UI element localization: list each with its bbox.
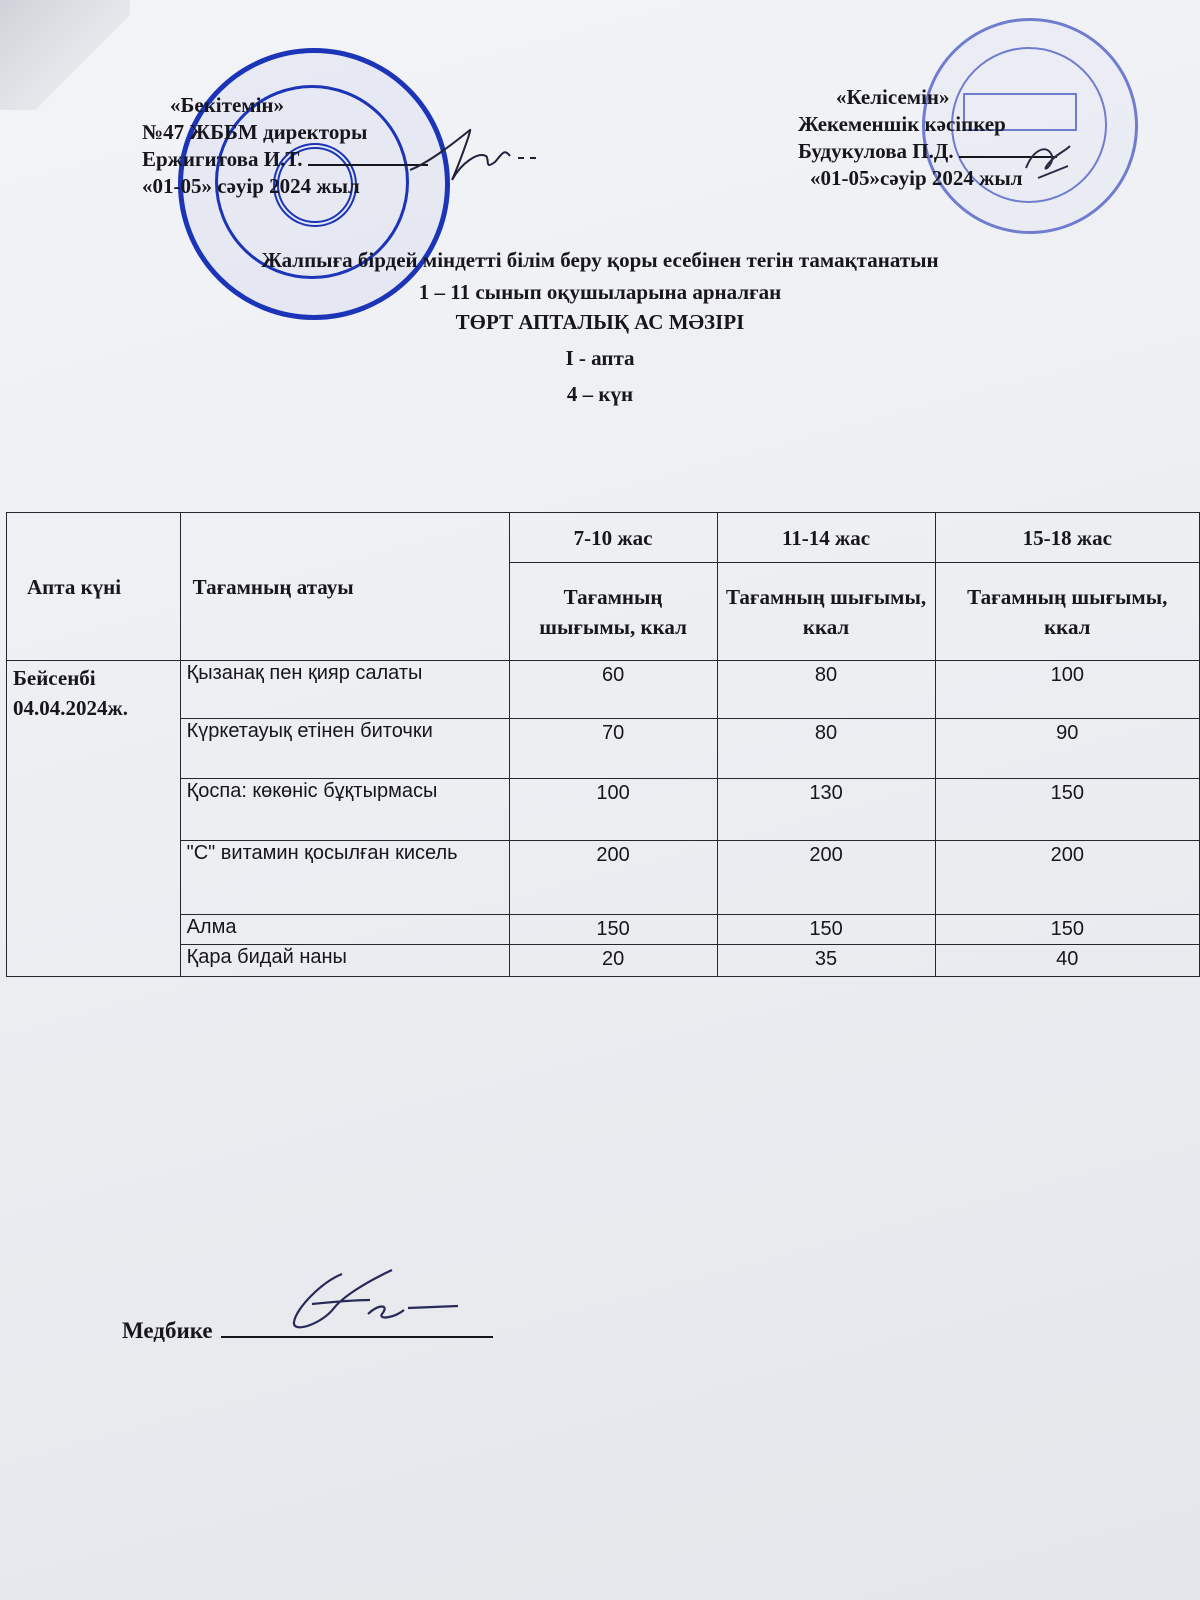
nurse-label: Медбике [122,1318,213,1343]
director-position: №47 ЖББМ директоры [142,120,368,144]
page-fold [0,0,130,110]
dish-name: Күркетауық етінен биточки [180,719,509,779]
kcal-15-18: 150 [935,915,1199,945]
director-name: Ержигитова И.Т. [142,146,428,173]
approval-block-director [142,92,428,200]
agreement-date: «01-05»сәуір 2024 жыл [810,166,1023,190]
kcal-11-14: 130 [717,779,935,841]
entrepreneur-signature [1018,138,1078,186]
kcal-7-10: 200 [509,841,717,915]
kcal-7-10: 70 [509,719,717,779]
dish-name: Алма [180,915,509,945]
menu-table [6,512,1200,977]
kcal-11-14: 200 [717,841,935,915]
kcal-11-14: 150 [717,915,935,945]
day-cell [7,661,181,977]
header-age-15-18: 15-18 жас [935,513,1199,563]
header-age-11-14: 11-14 жас [717,513,935,563]
dish-name: Қызанақ пен қияр салаты [180,661,509,719]
kcal-15-18: 40 [935,945,1199,977]
kcal-15-18: 100 [935,661,1199,719]
kcal-15-18: 200 [935,841,1199,915]
table-header-row-ages [7,513,1200,563]
director-signature [400,122,550,192]
header-yield-11-14: Тағамның шығымы, ккал [717,563,935,661]
kcal-15-18: 90 [935,719,1199,779]
kcal-11-14: 35 [717,945,935,977]
approval-date: «01-05» сәуір 2024 жыл [142,174,360,198]
approval-heading: «Бекітемін» [170,93,285,117]
kcal-15-18: 150 [935,779,1199,841]
menu-title: ТӨРТ АПТАЛЫҚ АС МӘЗІРІ [455,310,745,334]
day-label: 4 – күн [566,382,634,406]
header-yield-15-18: Тағамның шығымы, ккал [935,563,1199,661]
nurse-signature [282,1262,482,1342]
table-row [7,945,1200,977]
dish-name: Қоспа: көкөніс бұқтырмасы [180,779,509,841]
kcal-11-14: 80 [717,661,935,719]
header-yield-7-10: Тағамның шығымы, ккал [509,563,717,661]
table-row [7,719,1200,779]
entrepreneur-name: Будукулова П.Д. [798,138,1057,165]
agreement-heading: «Келісемін» [836,85,950,109]
kcal-7-10: 20 [509,945,717,977]
dish-name: Қара бидай наны [180,945,509,977]
header-dish-name: Тағамның атауы [180,513,509,661]
entrepreneur-position: Жекеменшік кәсіпкер [798,112,1006,136]
dish-name: "С" витамин қосылған кисель [180,841,509,915]
table-row [7,661,1200,719]
weekday: Бейсенбі [13,666,96,690]
menu-date: 04.04.2024ж. [13,696,128,720]
kcal-7-10: 60 [509,661,717,719]
week-label: I - апта [565,346,635,370]
table-row [7,841,1200,915]
header-age-7-10: 7-10 жас [509,513,717,563]
kcal-11-14: 80 [717,719,935,779]
title-line-1: Жалпыға бірдей міндетті білім беру қоры есебінен тегін тамақтанатын [261,248,939,272]
kcal-7-10: 100 [509,779,717,841]
kcal-7-10: 150 [509,915,717,945]
header-day: Апта күні [7,513,181,661]
table-row [7,915,1200,945]
table-row [7,779,1200,841]
title-line-2: 1 – 11 сынып оқушыларына арналған [418,280,782,304]
